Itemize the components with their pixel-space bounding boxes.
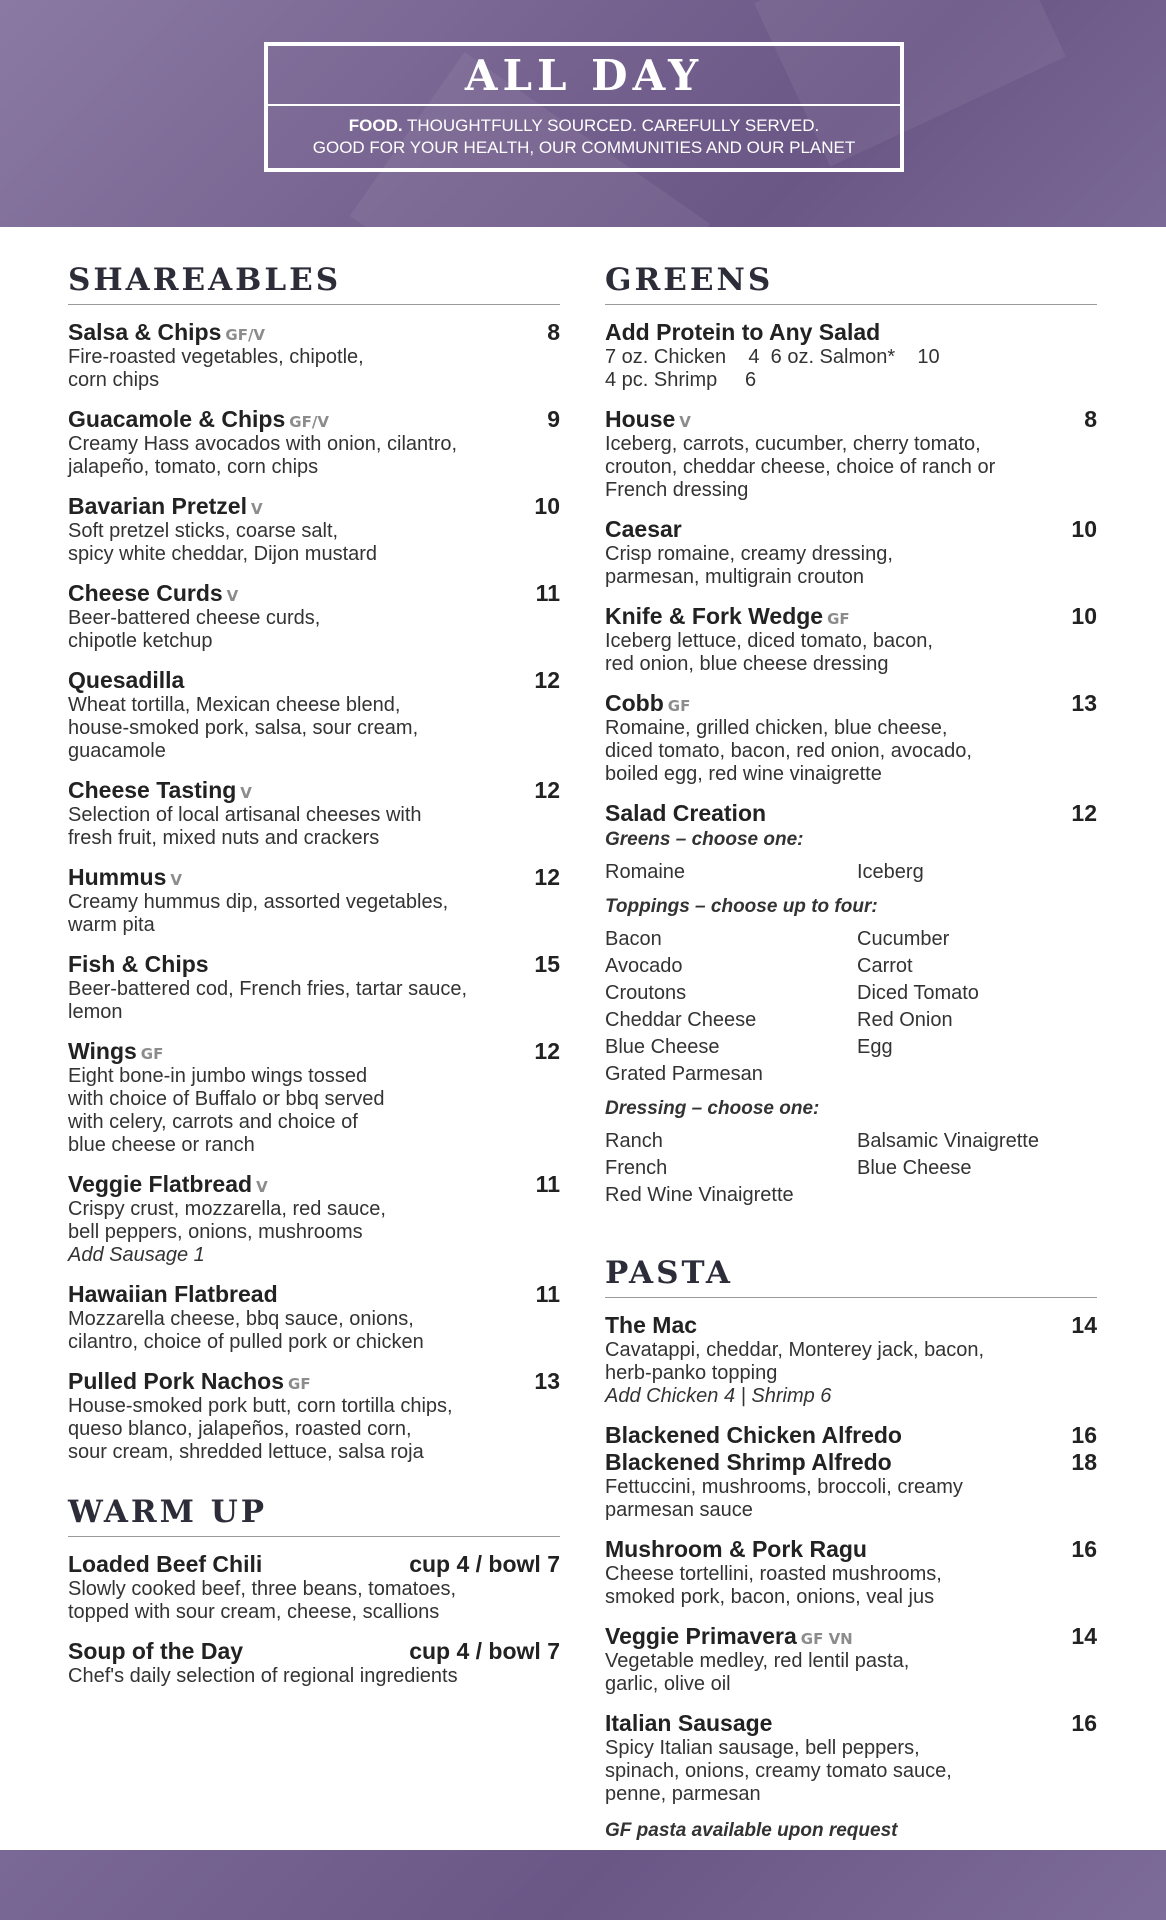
item-title bbox=[68, 777, 252, 804]
item-name: House bbox=[605, 406, 676, 432]
item-title bbox=[68, 951, 209, 978]
menu-item bbox=[605, 1422, 1097, 1522]
item-desc: herb-panko topping bbox=[605, 1362, 778, 1384]
dietary-tag: V bbox=[240, 784, 252, 802]
item-head bbox=[68, 777, 560, 804]
item-desc: diced tomato, bacon, red onion, avocado, bbox=[605, 740, 972, 762]
item-desc: Beer-battered cod, French fries, tartar sauce, bbox=[68, 978, 468, 1000]
dietary-tag: V bbox=[256, 1178, 268, 1196]
item-name: Italian Sausage bbox=[605, 1710, 773, 1736]
item-head bbox=[605, 1312, 1097, 1339]
item-name: Blackened Chicken Alfredo bbox=[605, 1422, 902, 1448]
item-desc: house-smoked pork, salsa, sour cream, bbox=[68, 717, 419, 739]
item-title bbox=[68, 1038, 163, 1065]
item-addon: Add Sausage 1 bbox=[68, 1244, 205, 1266]
item-desc: blue cheese or ranch bbox=[68, 1134, 255, 1156]
item-price: 10 bbox=[1071, 603, 1097, 629]
item-desc: topped with sour cream, cheese, scallions bbox=[68, 1601, 440, 1623]
menu-item bbox=[68, 493, 560, 566]
item-head bbox=[605, 1536, 1097, 1563]
dietary-tag: GF bbox=[140, 1045, 164, 1063]
item-price: 18 bbox=[1071, 1449, 1097, 1475]
item-price: 16 bbox=[1071, 1536, 1097, 1562]
option-item: Iceberg bbox=[857, 861, 924, 883]
item-desc: Chef's daily selection of regional ingredients bbox=[68, 1665, 458, 1687]
option-item: Grated Parmesan bbox=[605, 1063, 763, 1085]
item-desc: Beer-battered cheese curds, bbox=[68, 607, 321, 629]
item-name: Bavarian Pretzel bbox=[68, 493, 247, 519]
item-desc: with celery, carrots and choice of bbox=[68, 1111, 358, 1133]
item-title bbox=[605, 1422, 902, 1449]
greens-choice-label: Greens – choose one: bbox=[605, 829, 804, 850]
item-head bbox=[68, 406, 560, 433]
item-desc: crouton, cheddar cheese, choice of ranch or bbox=[605, 456, 996, 478]
item-desc: Mozzarella cheese, bbq sauce, onions, bbox=[68, 1308, 414, 1330]
item-desc: Vegetable medley, red lentil pasta, bbox=[605, 1650, 910, 1672]
shareables-list bbox=[68, 319, 560, 1464]
item-desc: Romaine, grilled chicken, blue cheese, bbox=[605, 717, 948, 739]
dietary-tag: V bbox=[250, 500, 263, 518]
item-price: cup 4 / bowl 7 bbox=[409, 1638, 560, 1664]
item-desc: corn chips bbox=[68, 369, 160, 391]
item-price: 14 bbox=[1071, 1623, 1097, 1649]
item-title bbox=[68, 1368, 311, 1395]
item-name: Wings bbox=[68, 1038, 137, 1064]
item-desc: smoked pork, bacon, onions, veal jus bbox=[605, 1586, 935, 1608]
item-desc: boiled egg, red wine vinaigrette bbox=[605, 763, 882, 785]
option-item: Red Onion bbox=[857, 1009, 953, 1031]
item-price: 12 bbox=[534, 777, 560, 803]
dietary-tag: GF VN bbox=[800, 1630, 853, 1648]
item-head bbox=[68, 667, 560, 694]
dietary-tag: GF/V bbox=[289, 413, 329, 431]
warm-up-list bbox=[68, 1551, 560, 1688]
tagline-rest: THOUGHTFULLY SOURCED. CAREFULLY SERVED. bbox=[402, 116, 820, 135]
header-banner bbox=[0, 0, 1166, 227]
item-desc: warm pita bbox=[68, 914, 155, 936]
option-item: Egg bbox=[857, 1036, 893, 1058]
item-head bbox=[68, 1551, 560, 1578]
item-name: Quesadilla bbox=[68, 667, 185, 693]
item-head bbox=[68, 1171, 560, 1198]
item-head bbox=[68, 1368, 560, 1395]
option-item: Bacon bbox=[605, 928, 662, 950]
menu-item bbox=[68, 1171, 560, 1267]
menu-item bbox=[68, 1281, 560, 1354]
item-desc: Spicy Italian sausage, bell peppers, bbox=[605, 1737, 920, 1759]
item-title bbox=[68, 493, 263, 520]
item-name: Mushroom & Pork Ragu bbox=[605, 1536, 867, 1562]
item-desc: parmesan, multigrain crouton bbox=[605, 566, 865, 588]
item-price: 9 bbox=[547, 406, 560, 432]
item-desc: lemon bbox=[68, 1001, 123, 1023]
greens-choices bbox=[605, 859, 1097, 886]
item-desc: bell peppers, onions, mushrooms bbox=[68, 1221, 363, 1243]
item-name: Guacamole & Chips bbox=[68, 406, 286, 432]
menu-item bbox=[605, 1312, 1097, 1408]
section-heading-greens: GREENS bbox=[605, 262, 1097, 305]
item-desc: House-smoked pork butt, corn tortilla chips, bbox=[68, 1395, 453, 1417]
item-name: Knife & Fork Wedge bbox=[605, 603, 824, 629]
item-price: 13 bbox=[1071, 690, 1097, 716]
menu-item bbox=[605, 1623, 1097, 1696]
item-head bbox=[605, 516, 1097, 543]
item-desc: Crisp romaine, creamy dressing, bbox=[605, 543, 893, 565]
item-desc: 7 oz. Chicken 4 6 oz. Salmon* 10 bbox=[605, 346, 940, 368]
item-head bbox=[605, 1710, 1097, 1737]
item-price: 16 bbox=[1071, 1422, 1097, 1448]
item-price: 11 bbox=[535, 1281, 560, 1307]
dietary-tag: V bbox=[226, 587, 239, 605]
item-name: Pulled Pork Nachos bbox=[68, 1368, 285, 1394]
item-desc: Selection of local artisanal cheeses with bbox=[68, 804, 422, 826]
menu-item bbox=[68, 777, 560, 850]
menu-item bbox=[605, 1710, 1097, 1806]
item-desc: garlic, olive oil bbox=[605, 1673, 731, 1695]
option-item: Avocado bbox=[605, 955, 683, 977]
item-desc: Iceberg, carrots, cucumber, cherry tomato, bbox=[605, 433, 981, 455]
menu-item bbox=[68, 1638, 560, 1688]
item-price: 8 bbox=[547, 319, 560, 345]
menu-item-salad-creation bbox=[605, 800, 1097, 1209]
item-price: cup 4 / bowl 7 bbox=[409, 1551, 560, 1577]
dietary-tag: GF/V bbox=[225, 326, 266, 344]
item-head bbox=[68, 1638, 560, 1665]
item-price: 11 bbox=[535, 580, 560, 606]
item-price: 13 bbox=[534, 1368, 560, 1394]
item-name: Salad Creation bbox=[605, 800, 767, 826]
item-title bbox=[605, 1710, 772, 1737]
menu-item bbox=[68, 406, 560, 479]
menu-item bbox=[68, 319, 560, 392]
item-head bbox=[605, 1449, 1097, 1476]
item-name: Cobb bbox=[605, 690, 664, 716]
item-desc: penne, parmesan bbox=[605, 1783, 761, 1805]
item-name: Blackened Shrimp Alfredo bbox=[605, 1449, 892, 1475]
item-desc: Soft pretzel sticks, coarse salt, bbox=[68, 520, 339, 542]
option-item bbox=[857, 1061, 1097, 1088]
item-title bbox=[68, 1171, 268, 1198]
greens-list bbox=[605, 406, 1097, 786]
item-price: 10 bbox=[534, 493, 560, 519]
item-head bbox=[68, 319, 560, 346]
item-title bbox=[68, 1281, 278, 1308]
item-price: 8 bbox=[1084, 406, 1097, 432]
left-column bbox=[68, 262, 560, 1702]
toppings-label: Toppings – choose up to four: bbox=[605, 896, 878, 917]
item-price: 16 bbox=[1071, 1710, 1097, 1736]
item-desc: Crispy crust, mozzarella, red sauce, bbox=[68, 1198, 386, 1220]
item-title bbox=[68, 406, 329, 433]
section-heading-pasta: PASTA bbox=[605, 1255, 1097, 1298]
dietary-tag: GF bbox=[827, 610, 850, 628]
menu-item bbox=[68, 580, 560, 653]
option-item: Balsamic Vinaigrette bbox=[857, 1130, 1039, 1152]
item-price: 12 bbox=[534, 667, 560, 693]
item-desc: spicy white cheddar, Dijon mustard bbox=[68, 543, 378, 565]
item-desc: queso blanco, jalapeños, roasted corn, bbox=[68, 1418, 412, 1440]
item-title bbox=[605, 603, 850, 630]
item-desc: fresh fruit, mixed nuts and crackers bbox=[68, 827, 380, 849]
item-desc: chipotle ketchup bbox=[68, 630, 213, 652]
item-name: Cheese Tasting bbox=[68, 777, 237, 803]
menu-item bbox=[68, 1551, 560, 1624]
item-name: Fish & Chips bbox=[68, 951, 209, 977]
item-name: Hawaiian Flatbread bbox=[68, 1281, 278, 1307]
dietary-tag: V bbox=[679, 413, 691, 431]
item-name: Hummus bbox=[68, 864, 167, 890]
item-desc: Slowly cooked beef, three beans, tomatoes, bbox=[68, 1578, 457, 1600]
option-item bbox=[857, 1182, 1097, 1209]
item-name: Loaded Beef Chili bbox=[68, 1551, 263, 1577]
pasta-note: GF pasta available upon request bbox=[605, 1820, 898, 1841]
footer-band bbox=[0, 1850, 1166, 1920]
dressing-choices bbox=[605, 1128, 1097, 1209]
item-head bbox=[68, 864, 560, 891]
dietary-tag: V bbox=[170, 871, 183, 889]
menu-item bbox=[68, 1368, 560, 1464]
title-box bbox=[264, 42, 904, 172]
option-item: Red Wine Vinaigrette bbox=[605, 1184, 794, 1206]
section-heading-warm-up: WARM UP bbox=[68, 1494, 560, 1537]
menu-item bbox=[605, 603, 1097, 676]
item-desc: Cheese tortellini, roasted mushrooms, bbox=[605, 1563, 942, 1585]
item-title bbox=[605, 406, 691, 433]
item-head bbox=[68, 580, 560, 607]
item-desc: red onion, blue cheese dressing bbox=[605, 653, 889, 675]
tagline-line2: GOOD FOR YOUR HEALTH, OUR COMMUNITIES AND OUR PLANET bbox=[312, 138, 856, 157]
item-title bbox=[68, 864, 182, 891]
dressing-label: Dressing – choose one: bbox=[605, 1098, 820, 1119]
item-title bbox=[68, 1638, 243, 1665]
item-name: Soup of the Day bbox=[68, 1638, 244, 1664]
item-desc: Creamy hummus dip, assorted vegetables, bbox=[68, 891, 449, 913]
item-title bbox=[68, 1551, 262, 1578]
item-price: 12 bbox=[1071, 800, 1097, 826]
item-head bbox=[68, 1281, 560, 1308]
menu-item bbox=[605, 406, 1097, 502]
item-name: Cheese Curds bbox=[68, 580, 223, 606]
item-desc: 4 pc. Shrimp 6 bbox=[605, 369, 757, 391]
item-desc: jalapeño, tomato, corn chips bbox=[68, 456, 319, 478]
item-desc: French dressing bbox=[605, 479, 749, 501]
menu-item-add-protein bbox=[605, 319, 1097, 392]
item-title bbox=[605, 1536, 867, 1563]
item-title bbox=[68, 319, 265, 346]
item-name: Add Protein to Any Salad bbox=[605, 319, 881, 345]
item-price: 10 bbox=[1071, 516, 1097, 542]
menu-item bbox=[605, 516, 1097, 589]
tagline bbox=[268, 115, 900, 159]
item-desc: Fire-roasted vegetables, chipotle, bbox=[68, 346, 364, 368]
item-desc: sour cream, shredded lettuce, salsa roja bbox=[68, 1441, 424, 1463]
item-head bbox=[68, 1038, 560, 1065]
option-item: Cheddar Cheese bbox=[605, 1009, 757, 1031]
dietary-tag: GF bbox=[667, 697, 691, 715]
item-price: 14 bbox=[1071, 1312, 1097, 1338]
item-desc: Eight bone-in jumbo wings tossed bbox=[68, 1065, 368, 1087]
option-item: Cucumber bbox=[857, 928, 950, 950]
item-title bbox=[68, 667, 184, 694]
item-desc: parmesan sauce bbox=[605, 1499, 753, 1521]
item-head bbox=[68, 493, 560, 520]
option-item: Carrot bbox=[857, 955, 913, 977]
item-addon: Add Chicken 4 | Shrimp 6 bbox=[605, 1385, 832, 1407]
item-head bbox=[605, 406, 1097, 433]
item-name: The Mac bbox=[605, 1312, 698, 1338]
option-item: Croutons bbox=[605, 982, 687, 1004]
menu-item bbox=[68, 864, 560, 937]
item-price: 12 bbox=[534, 864, 560, 890]
item-name: Veggie Primavera bbox=[605, 1623, 797, 1649]
option-item: Blue Cheese bbox=[605, 1036, 720, 1058]
menu-item bbox=[68, 951, 560, 1024]
tagline-bold: FOOD. bbox=[348, 116, 403, 135]
pasta-list bbox=[605, 1312, 1097, 1806]
menu-item bbox=[605, 690, 1097, 786]
item-head bbox=[605, 690, 1097, 717]
option-item: Diced Tomato bbox=[857, 982, 979, 1004]
right-column bbox=[605, 262, 1097, 1842]
item-title bbox=[605, 1312, 697, 1339]
menu-item bbox=[68, 667, 560, 763]
item-desc: guacamole bbox=[68, 740, 166, 762]
dietary-tag: GF bbox=[288, 1375, 311, 1393]
item-title bbox=[605, 1623, 853, 1650]
item-desc: Fettuccini, mushrooms, broccoli, creamy bbox=[605, 1476, 963, 1498]
item-price: 15 bbox=[534, 951, 560, 977]
option-item: French bbox=[605, 1157, 668, 1179]
item-title bbox=[605, 690, 690, 717]
item-desc: Wheat tortilla, Mexican cheese blend, bbox=[68, 694, 401, 716]
item-desc: Creamy Hass avocados with onion, cilantro, bbox=[68, 433, 458, 455]
item-name: Caesar bbox=[605, 516, 682, 542]
item-title bbox=[605, 516, 682, 543]
item-name: Salsa & Chips bbox=[68, 319, 222, 345]
item-desc: with choice of Buffalo or bbq served bbox=[68, 1088, 385, 1110]
item-head bbox=[68, 951, 560, 978]
option-item: Romaine bbox=[605, 861, 686, 883]
item-head bbox=[605, 603, 1097, 630]
toppings-choices bbox=[605, 926, 1097, 1088]
menu-item bbox=[605, 1536, 1097, 1609]
section-heading-shareables: SHAREABLES bbox=[68, 262, 560, 305]
item-desc: spinach, onions, creamy tomato sauce, bbox=[605, 1760, 952, 1782]
item-head bbox=[605, 1623, 1097, 1650]
menu-item bbox=[68, 1038, 560, 1157]
option-item: Ranch bbox=[605, 1130, 663, 1152]
option-item: Blue Cheese bbox=[857, 1157, 972, 1179]
item-price: 11 bbox=[535, 1171, 560, 1197]
item-desc: cilantro, choice of pulled pork or chicken bbox=[68, 1331, 424, 1353]
item-title bbox=[68, 580, 238, 607]
item-desc: Iceberg lettuce, diced tomato, bacon, bbox=[605, 630, 933, 652]
menu-title: ALL DAY bbox=[268, 46, 900, 106]
item-name: Veggie Flatbread bbox=[68, 1171, 253, 1197]
item-price: 12 bbox=[534, 1038, 560, 1064]
item-head bbox=[605, 1422, 1097, 1449]
item-desc: Cavatappi, cheddar, Monterey jack, bacon, bbox=[605, 1339, 985, 1361]
